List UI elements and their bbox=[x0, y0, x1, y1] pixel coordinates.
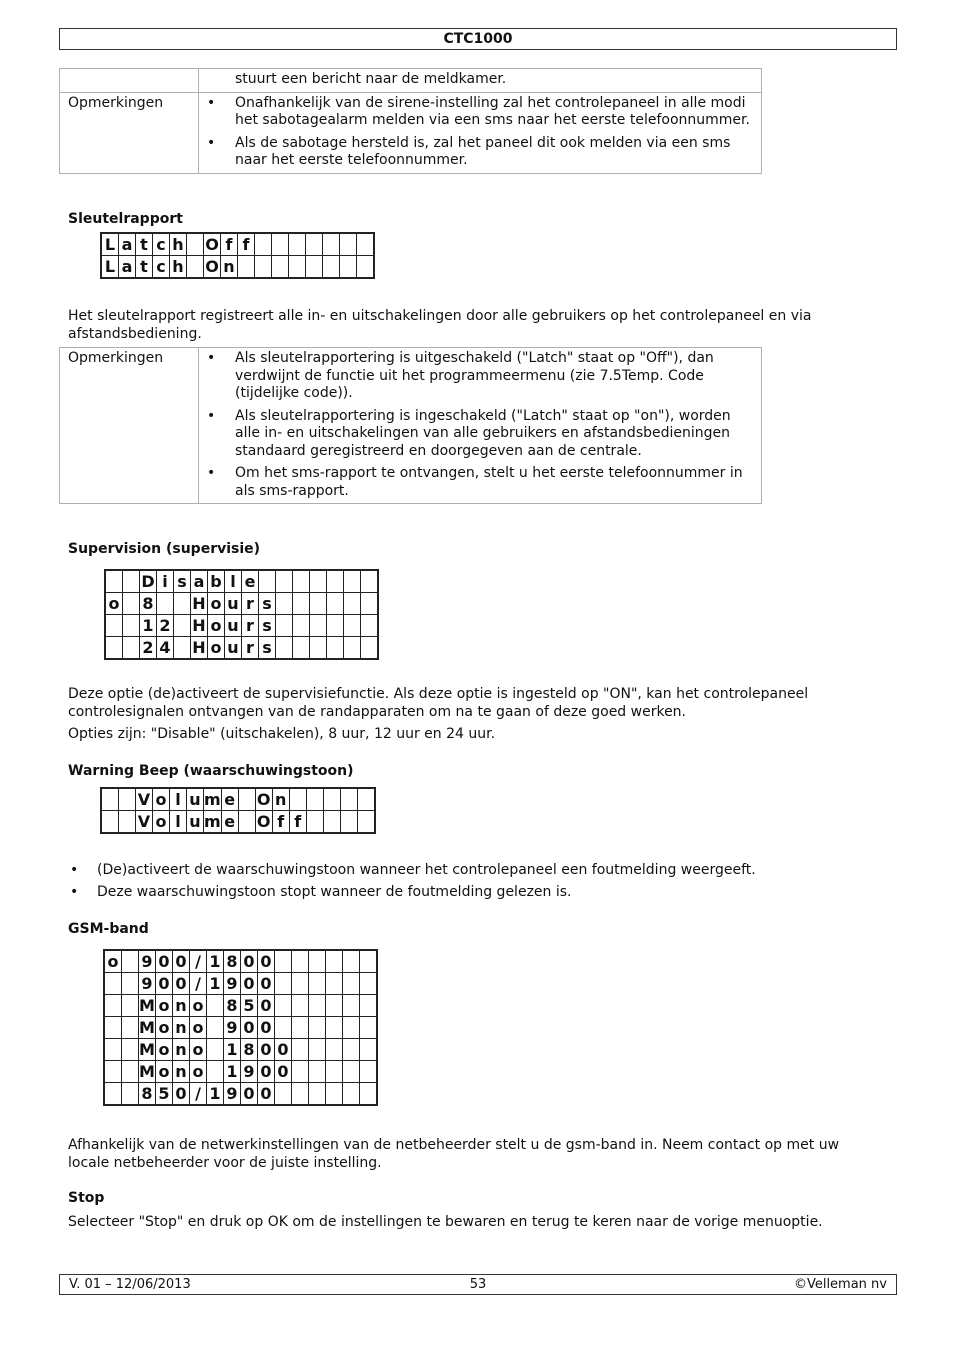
lcd-char-cell: o bbox=[156, 1017, 173, 1039]
lcd-char-cell bbox=[105, 637, 123, 660]
lcd-line bbox=[104, 950, 377, 973]
lcd-char-cell bbox=[293, 570, 310, 593]
lcd-char-cell bbox=[357, 788, 375, 811]
paragraph-supervision-options: Opties zijn: "Disable" (uitschakelen), 8 uur, 12 uur en 24 uur. bbox=[68, 726, 496, 742]
lcd-char-cell bbox=[293, 637, 310, 660]
lcd-char-cell bbox=[123, 615, 140, 637]
lcd-char-cell bbox=[207, 995, 224, 1017]
lcd-line bbox=[101, 233, 374, 256]
lcd-char-cell bbox=[310, 570, 327, 593]
lcd-char-cell: 0 bbox=[258, 1017, 275, 1039]
list-item: • Als sleutelrapportering is uitgeschakeld ("Latch" staat op "Off"), dan verdwijnt de functie uit het programmeermenu (zie 7.5Temp. Code (tijdelijke code)). bbox=[207, 350, 753, 403]
lcd-line bbox=[104, 995, 377, 1017]
lcd-char-cell bbox=[343, 1017, 360, 1039]
lcd-line bbox=[105, 615, 378, 637]
document-title: CTC1000 bbox=[443, 31, 513, 47]
lcd-char-cell: s bbox=[259, 593, 276, 615]
lcd-char-cell bbox=[123, 593, 140, 615]
lcd-char-cell: 1 bbox=[224, 1061, 241, 1083]
lcd-char-cell bbox=[344, 637, 361, 660]
lcd-char-cell: f bbox=[272, 811, 289, 834]
lcd-char-cell: 1 bbox=[140, 615, 157, 637]
lcd-char-cell bbox=[361, 593, 379, 615]
lcd-char-cell: o bbox=[156, 1039, 173, 1061]
lcd-char-cell bbox=[323, 788, 340, 811]
lcd-char-cell bbox=[292, 973, 309, 995]
lcd-char-cell: / bbox=[190, 950, 207, 973]
lcd-char-cell bbox=[327, 570, 344, 593]
lcd-char-cell: 0 bbox=[258, 995, 275, 1017]
lcd-char-cell bbox=[105, 615, 123, 637]
lcd-char-cell bbox=[272, 256, 289, 279]
section-heading-stop: Stop bbox=[68, 1190, 105, 1206]
lcd-char-cell: 0 bbox=[173, 950, 190, 973]
lcd-char-cell bbox=[157, 593, 174, 615]
lcd-char-cell bbox=[122, 950, 139, 973]
lcd-char-cell bbox=[174, 637, 191, 660]
lcd-display-supervision bbox=[104, 569, 379, 660]
lcd-char-cell bbox=[326, 1061, 343, 1083]
lcd-char-cell bbox=[343, 1083, 360, 1106]
lcd-char-cell bbox=[122, 973, 139, 995]
lcd-char-cell bbox=[360, 1061, 378, 1083]
lcd-char-cell bbox=[207, 1061, 224, 1083]
lcd-char-cell bbox=[309, 1039, 326, 1061]
lcd-char-cell bbox=[360, 995, 378, 1017]
lcd-char-cell: m bbox=[204, 790, 221, 809]
lcd-char-cell: H bbox=[192, 594, 206, 613]
table-cell-label: Opmerkingen bbox=[60, 92, 199, 173]
lcd-char-cell bbox=[289, 256, 306, 279]
remarks-table-top bbox=[59, 68, 762, 174]
lcd-char-cell bbox=[357, 256, 375, 279]
lcd-char-cell bbox=[306, 256, 323, 279]
lcd-char-cell bbox=[326, 995, 343, 1017]
table-cell-text bbox=[199, 69, 762, 93]
lcd-char-cell: 1 bbox=[207, 973, 224, 995]
lcd-char-cell: 8 bbox=[224, 950, 241, 973]
lcd-char-cell bbox=[293, 615, 310, 637]
lcd-char-cell: 0 bbox=[173, 1083, 190, 1106]
lcd-line bbox=[101, 788, 375, 811]
lcd-char-cell bbox=[292, 1039, 309, 1061]
lcd-char-cell: 1 bbox=[207, 950, 224, 973]
lcd-char-cell: e bbox=[242, 570, 259, 593]
lcd-char-cell: l bbox=[170, 788, 187, 811]
lcd-char-cell: u bbox=[225, 637, 242, 660]
lcd-char-cell bbox=[187, 256, 204, 279]
lcd-char-cell bbox=[323, 256, 340, 279]
lcd-char-cell bbox=[289, 233, 306, 256]
lcd-char-cell bbox=[326, 1039, 343, 1061]
lcd-char-cell bbox=[306, 811, 323, 834]
lcd-char-cell bbox=[104, 973, 122, 995]
lcd-char-cell bbox=[276, 593, 293, 615]
lcd-char-cell: M bbox=[139, 1018, 155, 1037]
lcd-char-cell bbox=[327, 615, 344, 637]
lcd-char-cell bbox=[310, 593, 327, 615]
lcd-line bbox=[104, 1061, 377, 1083]
lcd-char-cell: 9 bbox=[241, 1061, 258, 1083]
lcd-char-cell bbox=[293, 593, 310, 615]
lcd-char-cell: o bbox=[208, 593, 225, 615]
lcd-char-cell bbox=[272, 233, 289, 256]
lcd-char-cell: 5 bbox=[241, 995, 258, 1017]
lcd-char-cell: o bbox=[190, 1039, 207, 1061]
lcd-char-cell bbox=[361, 615, 379, 637]
lcd-char-cell bbox=[340, 256, 357, 279]
lcd-char-cell bbox=[238, 256, 255, 279]
lcd-char-cell: O bbox=[256, 790, 271, 809]
lcd-char-cell bbox=[327, 593, 344, 615]
lcd-display-gsm-band bbox=[103, 949, 378, 1106]
lcd-char-cell bbox=[276, 570, 293, 593]
list-item: • Onafhankelijk van de sirene-instelling zal het controlepaneel in alle modi het sabotagealarm melden via een sms naar het eerste telefoonnummer. bbox=[207, 95, 753, 130]
lcd-char-cell bbox=[122, 1061, 139, 1083]
lcd-char-cell bbox=[275, 1017, 292, 1039]
lcd-char-cell bbox=[360, 1083, 378, 1106]
lcd-char-cell: e bbox=[221, 811, 238, 834]
lcd-char-cell: u bbox=[187, 788, 204, 811]
lcd-char-cell: 0 bbox=[241, 973, 258, 995]
lcd-char-cell bbox=[310, 637, 327, 660]
lcd-char-cell bbox=[357, 811, 375, 834]
lcd-char-cell bbox=[306, 233, 323, 256]
lcd-char-cell: s bbox=[174, 570, 191, 593]
lcd-char-cell bbox=[105, 570, 123, 593]
lcd-char-cell: n bbox=[173, 1061, 190, 1083]
lcd-char-cell: c bbox=[153, 233, 170, 256]
lcd-char-cell bbox=[326, 1017, 343, 1039]
lcd-char-cell: V bbox=[136, 788, 153, 811]
lcd-char-cell: 0 bbox=[241, 950, 258, 973]
lcd-char-cell: o bbox=[105, 593, 123, 615]
lcd-char-cell bbox=[174, 615, 191, 637]
lcd-char-cell bbox=[360, 950, 378, 973]
lcd-char-cell: 8 bbox=[241, 1039, 258, 1061]
lcd-char-cell bbox=[104, 1017, 122, 1039]
lcd-char-cell: 8 bbox=[140, 593, 157, 615]
lcd-char-cell bbox=[174, 593, 191, 615]
lcd-char-cell bbox=[343, 995, 360, 1017]
lcd-line bbox=[104, 1083, 377, 1106]
lcd-char-cell: 0 bbox=[258, 1061, 275, 1083]
lcd-char-cell: 1 bbox=[224, 1039, 241, 1061]
lcd-char-cell bbox=[275, 995, 292, 1017]
lcd-char-cell: n bbox=[272, 788, 289, 811]
lcd-char-cell: n bbox=[173, 995, 190, 1017]
lcd-char-cell: 4 bbox=[157, 637, 174, 660]
section-heading-gsm-band: GSM-band bbox=[68, 921, 149, 937]
lcd-char-cell: l bbox=[225, 570, 242, 593]
bullet-item: • Deze waarschuwingstoon stopt wanneer de foutmelding gelezen is. bbox=[68, 884, 907, 900]
lcd-char-cell bbox=[327, 637, 344, 660]
lcd-char-cell bbox=[343, 1039, 360, 1061]
lcd-char-cell: n bbox=[221, 256, 238, 279]
lcd-char-cell bbox=[306, 788, 323, 811]
lcd-char-cell: M bbox=[139, 1062, 155, 1081]
lcd-char-cell bbox=[309, 1017, 326, 1039]
list-item: • Als de sabotage hersteld is, zal het paneel dit ook melden via een sms naar het eerste telefoonnummer. bbox=[207, 135, 753, 170]
lcd-line bbox=[101, 811, 375, 834]
lcd-char-cell: 9 bbox=[139, 973, 156, 995]
lcd-char-cell bbox=[326, 973, 343, 995]
lcd-char-cell: O bbox=[205, 235, 219, 254]
lcd-display-latch bbox=[100, 232, 375, 279]
lcd-line bbox=[104, 1039, 377, 1061]
lcd-char-cell: 0 bbox=[258, 1083, 275, 1106]
lcd-char-cell: o bbox=[208, 637, 225, 660]
lcd-char-cell: V bbox=[136, 811, 153, 834]
lcd-char-cell bbox=[119, 788, 136, 811]
lcd-char-cell bbox=[104, 1061, 122, 1083]
lcd-char-cell bbox=[123, 570, 140, 593]
lcd-char-cell bbox=[340, 233, 357, 256]
lcd-char-cell: o bbox=[153, 811, 170, 834]
lcd-char-cell: n bbox=[173, 1017, 190, 1039]
lcd-char-cell: 0 bbox=[156, 950, 173, 973]
lcd-char-cell: c bbox=[153, 256, 170, 279]
lcd-char-cell bbox=[309, 1083, 326, 1106]
lcd-char-cell bbox=[326, 950, 343, 973]
lcd-char-cell bbox=[344, 570, 361, 593]
lcd-char-cell bbox=[101, 788, 119, 811]
table-cell-label bbox=[60, 69, 199, 93]
lcd-char-cell: o bbox=[156, 1061, 173, 1083]
lcd-char-cell bbox=[276, 615, 293, 637]
lcd-char-cell: D bbox=[141, 572, 155, 591]
lcd-char-cell: m bbox=[204, 812, 221, 831]
lcd-char-cell: L bbox=[101, 233, 119, 256]
lcd-char-cell bbox=[122, 995, 139, 1017]
lcd-char-cell bbox=[357, 233, 375, 256]
lcd-char-cell: 1 bbox=[207, 1083, 224, 1106]
lcd-char-cell: o bbox=[104, 950, 122, 973]
lcd-char-cell: a bbox=[191, 570, 208, 593]
lcd-char-cell: o bbox=[190, 995, 207, 1017]
lcd-char-cell bbox=[310, 615, 327, 637]
lcd-char-cell: u bbox=[187, 811, 204, 834]
lcd-char-cell bbox=[275, 973, 292, 995]
lcd-char-cell: b bbox=[208, 570, 225, 593]
lcd-char-cell: 2 bbox=[157, 615, 174, 637]
lcd-char-cell bbox=[309, 950, 326, 973]
lcd-line bbox=[101, 256, 374, 279]
lcd-char-cell: a bbox=[119, 233, 136, 256]
lcd-char-cell: i bbox=[157, 570, 174, 593]
lcd-char-cell: 0 bbox=[275, 1039, 292, 1061]
lcd-char-cell bbox=[275, 1083, 292, 1106]
lcd-char-cell: r bbox=[242, 637, 259, 660]
lcd-char-cell bbox=[326, 1083, 343, 1106]
footer-version: V. 01 – 12/06/2013 bbox=[69, 1277, 191, 1292]
lcd-line bbox=[104, 1017, 377, 1039]
lcd-char-cell bbox=[292, 1017, 309, 1039]
lcd-line bbox=[104, 973, 377, 995]
lcd-char-cell: r bbox=[242, 593, 259, 615]
lcd-char-cell bbox=[360, 1017, 378, 1039]
lcd-display-volume bbox=[100, 787, 376, 834]
page-header bbox=[59, 28, 897, 50]
lcd-char-cell: 0 bbox=[275, 1061, 292, 1083]
lcd-char-cell bbox=[343, 973, 360, 995]
lcd-char-cell bbox=[187, 233, 204, 256]
lcd-char-cell bbox=[255, 233, 272, 256]
lcd-char-cell bbox=[101, 811, 119, 834]
lcd-char-cell: o bbox=[156, 995, 173, 1017]
lcd-char-cell: 9 bbox=[224, 973, 241, 995]
lcd-line bbox=[105, 593, 378, 615]
lcd-char-cell bbox=[292, 1061, 309, 1083]
lcd-char-cell: e bbox=[221, 788, 238, 811]
paragraph-sleutelrapport: Het sleutelrapport registreert alle in- en uitschakelingen door alle gebruikers op het controlepaneel en via afstandsbediening. bbox=[68, 308, 812, 342]
lcd-char-cell bbox=[122, 1083, 139, 1106]
lcd-char-cell: h bbox=[170, 256, 187, 279]
bullet-item: • (De)activeert de waarschuwingstoon wanneer het controlepaneel een foutmelding weergeeft. bbox=[68, 862, 907, 878]
lcd-char-cell: t bbox=[136, 233, 153, 256]
lcd-char-cell bbox=[344, 593, 361, 615]
footer-copyright: ©Velleman nv bbox=[793, 1277, 887, 1292]
lcd-char-cell bbox=[119, 811, 136, 834]
page-footer bbox=[59, 1274, 897, 1295]
lcd-char-cell: / bbox=[190, 973, 207, 995]
lcd-char-cell bbox=[104, 995, 122, 1017]
row-text: stuurt een bericht naar de meldkamer. bbox=[235, 71, 507, 87]
lcd-char-cell: o bbox=[190, 1061, 207, 1083]
remarks-table-sleutelrapport bbox=[59, 347, 762, 504]
lcd-char-cell bbox=[360, 973, 378, 995]
lcd-char-cell: f bbox=[289, 811, 306, 834]
lcd-char-cell bbox=[344, 615, 361, 637]
lcd-char-cell: 2 bbox=[140, 637, 157, 660]
lcd-char-cell bbox=[104, 1083, 122, 1106]
lcd-char-cell: H bbox=[192, 638, 206, 657]
lcd-char-cell bbox=[343, 1061, 360, 1083]
lcd-char-cell: r bbox=[242, 615, 259, 637]
table-row bbox=[60, 69, 762, 93]
table-row bbox=[60, 92, 762, 173]
lcd-char-cell: M bbox=[139, 996, 155, 1015]
lcd-char-cell: 5 bbox=[156, 1083, 173, 1106]
lcd-char-cell bbox=[207, 1017, 224, 1039]
lcd-char-cell bbox=[238, 811, 255, 834]
lcd-char-cell: h bbox=[170, 233, 187, 256]
lcd-char-cell: 0 bbox=[258, 1039, 275, 1061]
lcd-char-cell: 0 bbox=[258, 950, 275, 973]
page-number: 53 bbox=[469, 1277, 487, 1292]
lcd-char-cell bbox=[292, 1083, 309, 1106]
lcd-char-cell: u bbox=[225, 615, 242, 637]
table-cell-list bbox=[199, 92, 762, 173]
lcd-char-cell bbox=[340, 811, 357, 834]
lcd-char-cell: L bbox=[101, 256, 119, 279]
lcd-char-cell: 8 bbox=[139, 1083, 156, 1106]
table-row bbox=[60, 348, 762, 504]
paragraph-supervision: Deze optie (de)activeert de supervisiefunctie. Als deze optie is ingesteld op "ON", kan het controlepaneel controlesignalen ontvangen van de randapparaten om na te gaan of deze goed werken. bbox=[68, 686, 809, 720]
lcd-char-cell bbox=[238, 788, 255, 811]
lcd-char-cell bbox=[122, 1039, 139, 1061]
section-heading-warning-beep: Warning Beep (waarschuwingstoon) bbox=[68, 763, 354, 779]
lcd-char-cell bbox=[343, 950, 360, 973]
lcd-char-cell bbox=[323, 233, 340, 256]
paragraph-stop: Selecteer "Stop" en druk op OK om de instellingen te bewaren en terug te keren naar de vorige menuoptie. bbox=[68, 1214, 823, 1230]
lcd-char-cell: 9 bbox=[224, 1017, 241, 1039]
lcd-char-cell bbox=[309, 973, 326, 995]
lcd-char-cell: s bbox=[259, 615, 276, 637]
lcd-char-cell bbox=[361, 637, 379, 660]
lcd-char-cell: 0 bbox=[241, 1083, 258, 1106]
lcd-char-cell bbox=[104, 1039, 122, 1061]
lcd-char-cell: s bbox=[259, 637, 276, 660]
lcd-char-cell bbox=[289, 788, 306, 811]
lcd-char-cell bbox=[361, 570, 379, 593]
lcd-char-cell bbox=[255, 256, 272, 279]
lcd-char-cell bbox=[323, 811, 340, 834]
lcd-char-cell: O bbox=[205, 257, 219, 276]
lcd-char-cell: o bbox=[208, 615, 225, 637]
list-item: • Om het sms-rapport te ontvangen, stelt u het eerste telefoonnummer in als sms-rapport. bbox=[207, 465, 753, 500]
lcd-char-cell: a bbox=[119, 256, 136, 279]
lcd-char-cell bbox=[123, 637, 140, 660]
lcd-char-cell: O bbox=[256, 812, 271, 831]
lcd-char-cell bbox=[207, 1039, 224, 1061]
paragraph-gsm-band: Afhankelijk van de netwerkinstellingen van de netbeheerder stelt u de gsm-band in. Neem contact op met uw locale netbeheerder voor de juiste instelling. bbox=[68, 1137, 840, 1171]
lcd-char-cell: u bbox=[225, 593, 242, 615]
lcd-char-cell bbox=[259, 570, 276, 593]
lcd-char-cell: 8 bbox=[224, 995, 241, 1017]
lcd-char-cell: o bbox=[190, 1017, 207, 1039]
lcd-char-cell: f bbox=[238, 233, 255, 256]
lcd-char-cell: 0 bbox=[241, 1017, 258, 1039]
lcd-char-cell: t bbox=[136, 256, 153, 279]
lcd-char-cell: M bbox=[139, 1040, 155, 1059]
lcd-char-cell: / bbox=[190, 1083, 207, 1106]
lcd-char-cell: 0 bbox=[156, 973, 173, 995]
lcd-char-cell bbox=[275, 950, 292, 973]
lcd-char-cell bbox=[292, 950, 309, 973]
lcd-char-cell: 9 bbox=[224, 1083, 241, 1106]
lcd-char-cell: 0 bbox=[258, 973, 275, 995]
lcd-char-cell bbox=[309, 995, 326, 1017]
section-heading-supervision: Supervision (supervisie) bbox=[68, 541, 261, 557]
lcd-char-cell bbox=[122, 1017, 139, 1039]
lcd-char-cell: 9 bbox=[139, 950, 156, 973]
lcd-char-cell: 0 bbox=[173, 973, 190, 995]
lcd-char-cell: H bbox=[192, 616, 206, 635]
lcd-line bbox=[105, 637, 378, 660]
list-item: • Als sleutelrapportering is ingeschakeld ("Latch" staat op "on"), worden alle in- en uitschakelingen van alle gebruikers en afstandsbedieningen standaard geregistreerd en doorgegeven aan de centrale. bbox=[207, 408, 753, 461]
lcd-char-cell bbox=[292, 995, 309, 1017]
lcd-char-cell: f bbox=[221, 233, 238, 256]
lcd-char-cell bbox=[309, 1061, 326, 1083]
lcd-char-cell bbox=[340, 788, 357, 811]
table-cell-label: Opmerkingen bbox=[60, 348, 199, 504]
section-heading-sleutelrapport: Sleutelrapport bbox=[68, 211, 183, 227]
lcd-char-cell: n bbox=[173, 1039, 190, 1061]
lcd-char-cell bbox=[360, 1039, 378, 1061]
lcd-char-cell bbox=[276, 637, 293, 660]
lcd-char-cell: l bbox=[170, 811, 187, 834]
table-cell-list bbox=[199, 348, 762, 504]
lcd-char-cell: o bbox=[153, 788, 170, 811]
lcd-line bbox=[105, 570, 378, 593]
